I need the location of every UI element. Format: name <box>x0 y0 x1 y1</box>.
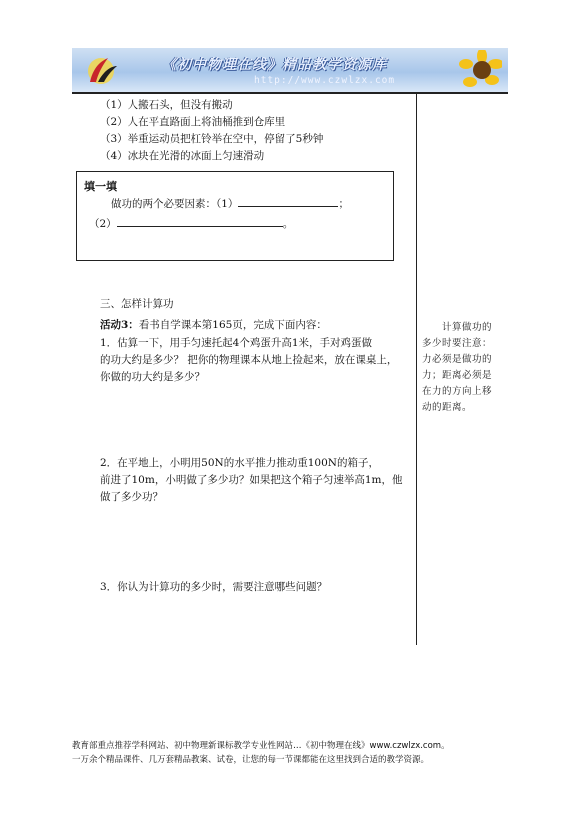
fill-line-1-prefix: 做功的两个必要因素：（1） <box>111 198 239 210</box>
header-banner <box>72 48 508 92</box>
sunflower-icon <box>446 50 502 90</box>
margin-note-line: 动的距离。 <box>422 402 473 413</box>
margin-note <box>422 320 504 416</box>
fill-in-box <box>76 171 394 261</box>
margin-note-line: 力必须是做功的 <box>422 354 493 365</box>
question-2-line: 做了多少功？ <box>100 491 163 503</box>
margin-note-line: 多少时要注意： <box>422 338 493 349</box>
footer-line: 一万余个精品课件、几万套精品教案、试卷，让您的每一节课都能在这里找到合适的教学资源。 <box>72 755 430 765</box>
list-item: （1）人搬石头，但没有搬动 <box>100 99 233 111</box>
margin-note-line: 在力的方向上移 <box>422 386 493 397</box>
question-2-line: 2．在平地上，小明用50N的水平推力推动重100N的箱子， <box>100 457 379 469</box>
list-item: （3）举重运动员把杠铃举在空中，停留了5秒钟 <box>100 133 324 145</box>
list-item: （2）人在平直路面上将油桶推到仓库里 <box>100 116 286 128</box>
footer-line: 教育部重点推荐学科网站、初中物理新课标教学专业性网站…《初中物理在线》www.czwlzx.com。 <box>72 741 450 751</box>
section-heading: 三、怎样计算功 <box>100 298 174 310</box>
fill-line-1-suffix: ； <box>338 198 349 210</box>
activity-label: 活动3： <box>100 319 139 331</box>
answer-blank-2[interactable] <box>117 214 283 227</box>
fill-box-heading: 填一填 <box>84 180 117 193</box>
banner-title: 《初中物理在线》精品教学资源库 <box>162 57 387 73</box>
list-item: （4）冰块在光滑的冰面上匀速滑动 <box>100 150 265 162</box>
fill-line-2-prefix: （2） <box>89 218 117 230</box>
margin-note-line: 力；距离必须是 <box>422 370 493 381</box>
logo-icon <box>84 54 120 86</box>
fill-line-1 <box>111 194 349 212</box>
activity-line <box>100 318 327 333</box>
answer-blank-1[interactable] <box>238 194 338 207</box>
fill-line-2-suffix: 。 <box>282 218 294 230</box>
page-footer <box>72 739 512 767</box>
banner-url[interactable]: http://www.czwlzx.com <box>254 75 396 86</box>
activity-text: 看书自学课本第165页，完成下面内容： <box>138 319 327 331</box>
question-3-line: 3．你认为计算功的多少时，需要注意哪些问题？ <box>100 581 328 593</box>
question-2-line: 前进了10m，小明做了多少功？如果把这个箱子匀速举高1m，他 <box>100 474 403 486</box>
margin-note-line: 计算做功的 <box>442 322 493 333</box>
margin-divider <box>416 92 417 645</box>
question-1-line: 1．估算一下，用手匀速托起4个鸡蛋升高1米，手对鸡蛋做 <box>100 337 373 349</box>
question-1-line: 你做的功大约是多少？ <box>100 371 205 383</box>
fill-line-2 <box>89 214 293 232</box>
question-1-line: 的功大约是多少？ 把你的物理课本从地上捡起来，放在课桌上， <box>100 354 398 366</box>
header-rule <box>72 92 508 94</box>
